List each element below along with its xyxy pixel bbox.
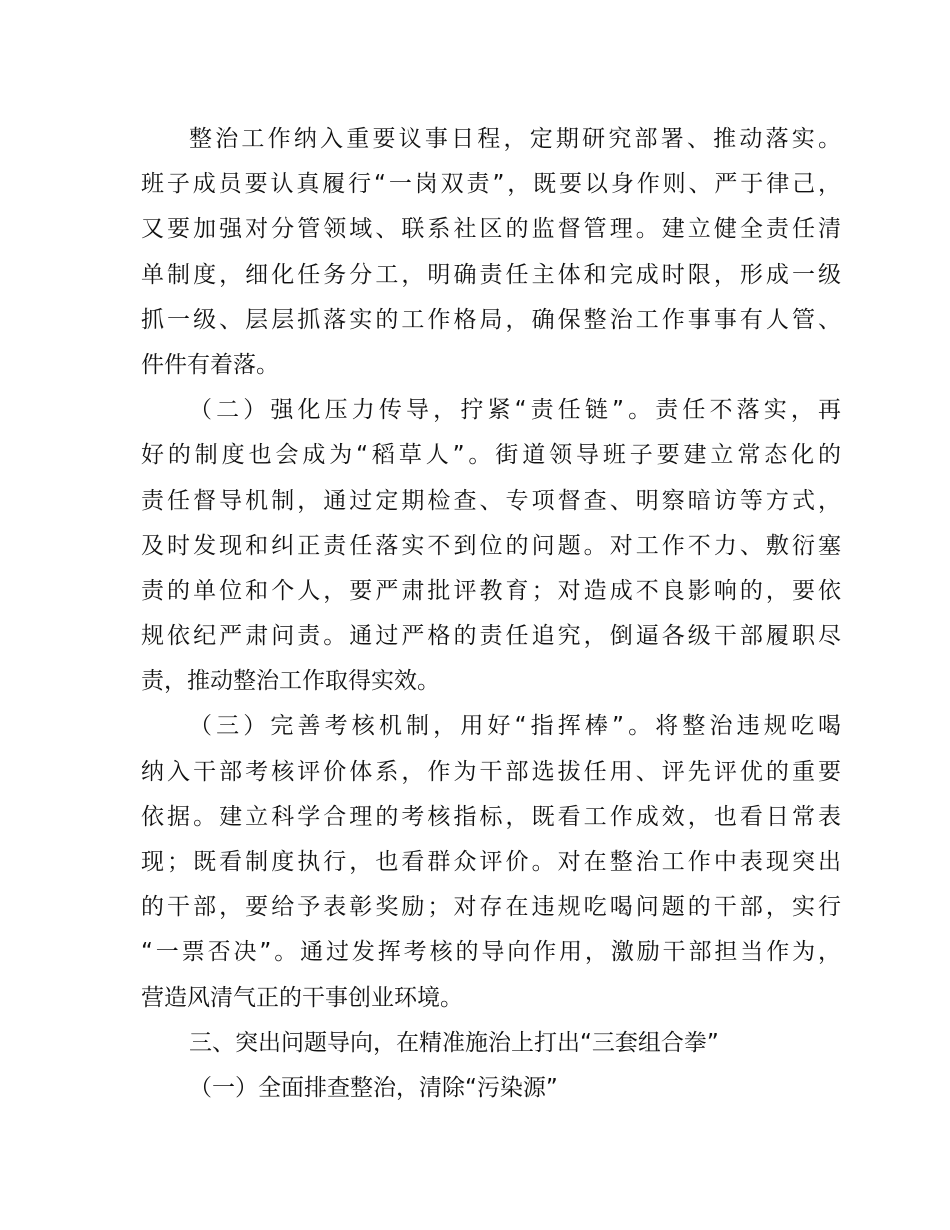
text-line: （三）完善考核机制，用好“指挥棒”。将整治违规吃喝 xyxy=(189,713,841,740)
text-line: 整治工作纳入重要议事日程，定期研究部署、推动落实。 xyxy=(189,126,841,152)
text-line: 又要加强对分管领域、联系社区的监督管理。建立健全责任清 xyxy=(141,216,841,243)
text-line: 规依纪严肃问责。通过严格的责任追究，倒逼各级干部履职尽 xyxy=(141,623,841,650)
section-heading: 三、突出问题导向，在精准施治上打出“三套组合拳” xyxy=(189,1029,719,1056)
text-line: 件件有着落。 xyxy=(141,351,279,378)
text-line: 的干部，要给予表彰奖励；对存在违规吃喝问题的干部，实行 xyxy=(141,894,841,921)
text-line: （二）强化压力传导，拧紧“责任链”。责任不落实，再 xyxy=(189,397,841,424)
text-line: 班子成员要认真履行“一岗双责”，既要以身作则、严于律己， xyxy=(141,171,841,198)
text-line: 单制度，细化任务分工，明确责任主体和完成时限，形成一级 xyxy=(141,261,841,288)
text-line: 现；既看制度执行，也看群众评价。对在整治工作中表现突出 xyxy=(141,849,841,875)
text-line: 及时发现和纠正责任落实不到位的问题。对工作不力、敷衍塞 xyxy=(141,532,841,559)
text-line: 责的单位和个人，要严肃批评教育；对造成不良影响的，要依 xyxy=(141,577,841,604)
paragraph-assessment-mechanism xyxy=(141,704,841,1020)
text-line: 营造风清气正的干事创业环境。 xyxy=(141,984,463,1011)
text-line: 责任督导机制，通过定期检查、专项督查、明察暗访等方式， xyxy=(141,487,841,514)
text-line: 依据。建立科学合理的考核指标，既看工作成效，也看日常表 xyxy=(141,803,841,830)
document-body xyxy=(141,117,841,1111)
subsection-heading: （一）全面排查整治，清除“污染源” xyxy=(189,1074,558,1101)
text-line: 纳入干部考核评价体系，作为干部选拔任用、评先评优的重要 xyxy=(141,758,841,785)
text-line: 责，推动整治工作取得实效。 xyxy=(141,668,440,695)
text-line: 好的制度也会成为“稻草人”。街道领导班子要建立常态化的 xyxy=(141,442,841,469)
paragraph-pressure-transmission xyxy=(141,388,841,704)
text-line: “一票否决”。通过发挥考核的导向作用，激励干部担当作为， xyxy=(141,939,841,966)
paragraph-responsibility-system xyxy=(141,117,841,388)
text-line: 抓一级、层层抓落实的工作格局，确保整治工作事事有人管、 xyxy=(141,306,841,333)
